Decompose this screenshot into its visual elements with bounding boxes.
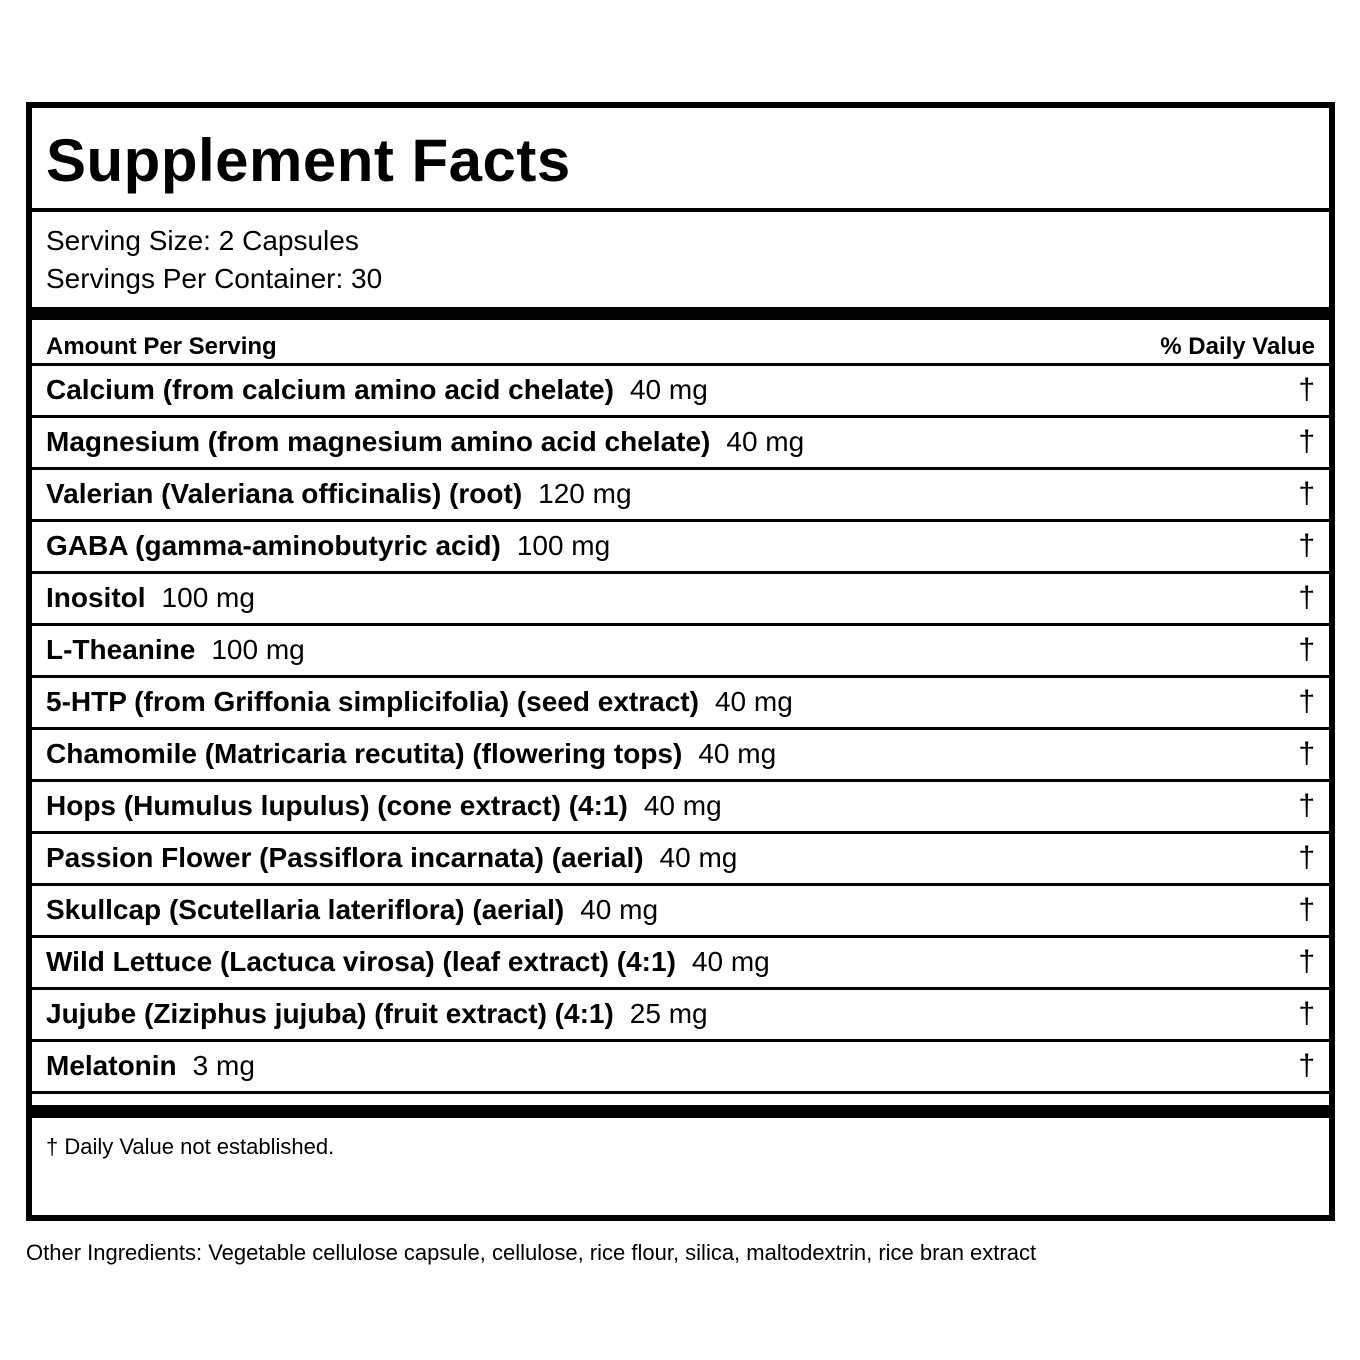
nutrient-amount: 40 mg — [643, 790, 722, 821]
nutrient-row — [32, 366, 1329, 418]
nutrient-text — [46, 686, 793, 718]
nutrient-text — [46, 998, 708, 1030]
nutrient-text — [46, 1050, 255, 1082]
nutrient-amount: 3 mg — [192, 1050, 255, 1081]
nutrient-row — [32, 782, 1329, 834]
serving-size: Serving Size: 2 Capsules — [46, 225, 359, 256]
nutrient-row — [32, 834, 1329, 886]
nutrient-rows — [32, 366, 1329, 1094]
nutrient-amount: 120 mg — [538, 478, 632, 509]
nutrient-row — [32, 626, 1329, 678]
daily-value-dagger: † — [1298, 685, 1315, 718]
thick-divider-bottom — [32, 1105, 1329, 1118]
nutrient-text — [46, 894, 658, 926]
nutrient-name: Wild Lettuce (Lactuca virosa) (leaf extract) (4:1) — [46, 946, 676, 977]
nutrient-amount: 100 mg — [516, 530, 611, 561]
daily-value-dagger: † — [1298, 373, 1315, 406]
daily-value-dagger: † — [1298, 633, 1315, 666]
footnote: † Daily Value not established. — [46, 1134, 335, 1159]
daily-value-dagger: † — [1298, 477, 1315, 510]
servings-per-container: Servings Per Container: 30 — [46, 263, 383, 294]
nutrient-amount: 40 mg — [659, 842, 738, 873]
nutrient-row — [32, 730, 1329, 782]
daily-value-dagger: † — [1298, 737, 1315, 770]
daily-value-dagger: † — [1298, 425, 1315, 458]
nutrient-name: 5-HTP (from Griffonia simplicifolia) (seed extract) — [46, 686, 699, 717]
nutrient-name: GABA (gamma-aminobutyric acid) — [46, 530, 501, 561]
daily-value-dagger: † — [1298, 789, 1315, 822]
nutrient-amount: 40 mg — [629, 374, 708, 405]
nutrient-text — [46, 478, 632, 510]
nutrient-row — [32, 886, 1329, 938]
nutrient-text — [46, 790, 722, 822]
nutrient-row — [32, 522, 1329, 574]
nutrient-name: Melatonin — [46, 1050, 177, 1081]
nutrient-name: Magnesium (from magnesium amino acid chelate) — [46, 426, 711, 457]
nutrient-name: Jujube (Ziziphus jujuba) (fruit extract) (4:1) — [46, 998, 614, 1029]
nutrient-name: Hops (Humulus lupulus) (cone extract) (4:1) — [46, 790, 628, 821]
daily-value-dagger: † — [1298, 893, 1315, 926]
daily-value-dagger: † — [1298, 581, 1315, 614]
nutrient-text — [46, 946, 770, 978]
nutrient-text — [46, 634, 305, 666]
nutrient-text — [46, 530, 610, 562]
nutrient-name: Inositol — [46, 582, 146, 613]
nutrient-amount: 40 mg — [580, 894, 659, 925]
nutrient-text — [46, 582, 255, 614]
daily-value-header: % Daily Value — [1160, 333, 1315, 360]
nutrient-name: Skullcap (Scutellaria lateriflora) (aerial) — [46, 894, 565, 925]
label-title: Supplement Facts — [46, 127, 571, 194]
daily-value-dagger: † — [1298, 945, 1315, 978]
other-ingredients: Other Ingredients: Vegetable cellulose capsule, cellulose, rice flour, silica, maltodextrin, rice bran extract — [26, 1240, 1037, 1265]
nutrient-row — [32, 678, 1329, 730]
nutrient-amount: 100 mg — [211, 634, 305, 665]
nutrient-name: Calcium (from calcium amino acid chelate) — [46, 374, 614, 405]
nutrient-row — [32, 470, 1329, 522]
nutrient-row — [32, 1042, 1329, 1094]
nutrient-name: Passion Flower (Passiflora incarnata) (aerial) — [46, 842, 644, 873]
nutrient-text — [46, 842, 737, 874]
nutrient-amount: 40 mg — [714, 686, 793, 717]
nutrient-amount: 40 mg — [726, 426, 805, 457]
daily-value-dagger: † — [1298, 529, 1315, 562]
nutrient-amount: 25 mg — [629, 998, 708, 1029]
daily-value-dagger: † — [1298, 997, 1315, 1030]
nutrient-row — [32, 938, 1329, 990]
daily-value-dagger: † — [1298, 841, 1315, 874]
nutrient-name: Chamomile (Matricaria recutita) (flowering tops) — [46, 738, 683, 769]
daily-value-dagger: † — [1298, 1049, 1315, 1082]
thick-divider-top — [32, 307, 1329, 320]
supplement-facts-panel — [26, 102, 1335, 1221]
nutrient-amount: 100 mg — [161, 582, 255, 613]
nutrient-row — [32, 990, 1329, 1042]
nutrient-text — [46, 374, 708, 406]
nutrient-text — [46, 738, 776, 770]
nutrient-row — [32, 418, 1329, 470]
nutrient-name: Valerian (Valeriana officinalis) (root) — [46, 478, 523, 509]
nutrient-text — [46, 426, 804, 458]
nutrient-amount: 40 mg — [691, 946, 770, 977]
nutrient-amount: 40 mg — [698, 738, 777, 769]
amount-per-serving-header: Amount Per Serving — [46, 333, 277, 360]
nutrient-name: L-Theanine — [46, 634, 196, 665]
title-divider — [32, 208, 1329, 212]
nutrient-row — [32, 574, 1329, 626]
